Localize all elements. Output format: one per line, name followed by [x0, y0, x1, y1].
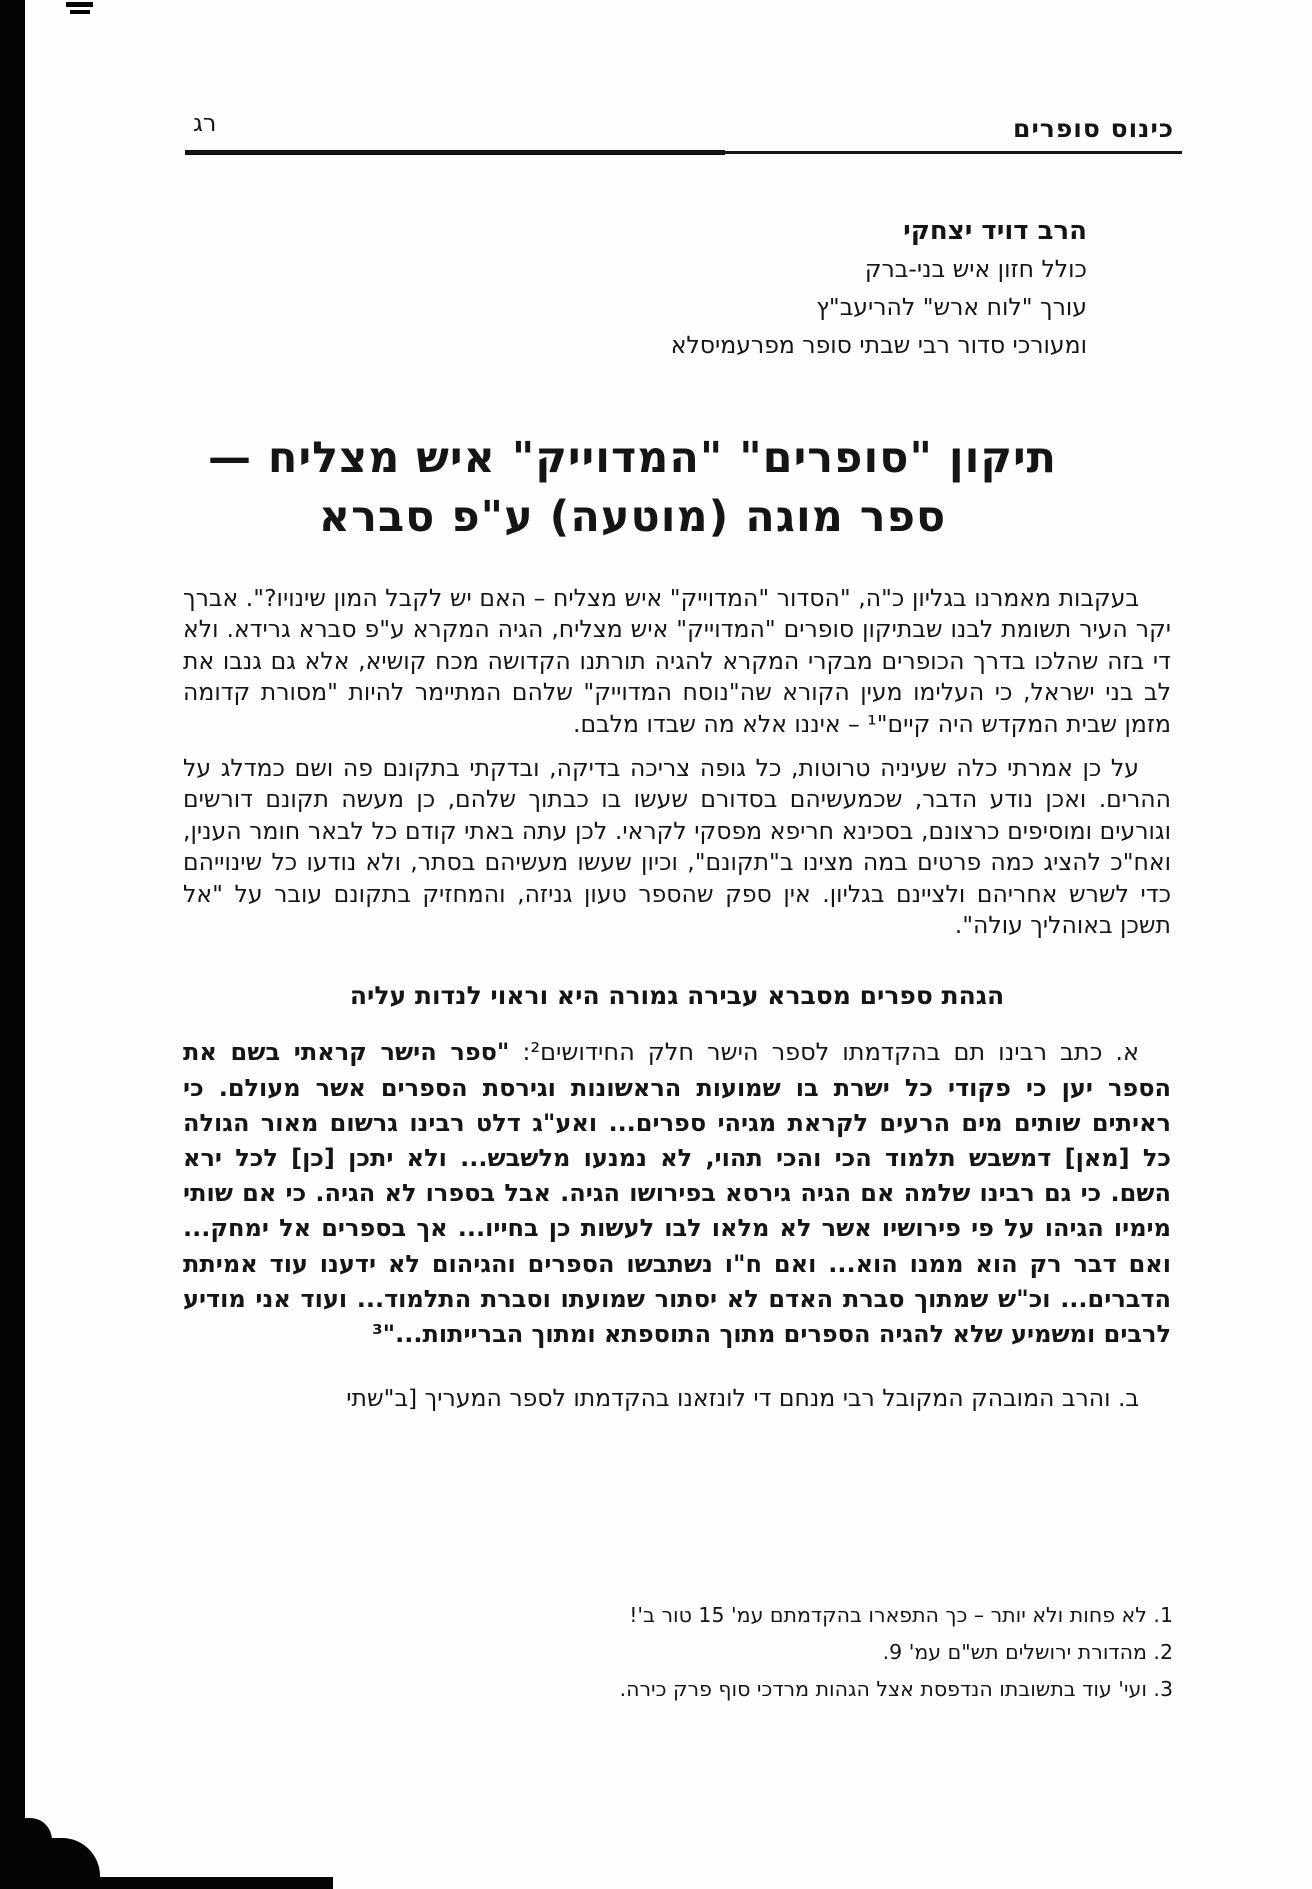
- paragraph: [183, 1035, 1171, 1352]
- author-affiliation: כולל חזון איש בני-ברק: [864, 255, 1087, 283]
- article-title: [150, 429, 1115, 547]
- footnote-3: 3. ועי' עוד בתשובתו הנדפסת אצל הגהות מרדכי סוף פרק כירה.: [619, 1677, 1173, 1701]
- paragraph: בעקבות מאמרנו בגליון כ"ה, "הסדור "המדוייק" איש מצליח – האם יש לקבל המון שינויו?". אברך יקר העיר תשומת לבנו שבתיקון סופרים "המדוייק" איש מצליח, הגיה המקרא ע"פ סברא גרידא. ולא די בזה שהלכו בדרך הכופרים מבקרי המקרא להגיה תורתנו הקדושה מכח קושיא, אלא גם גנבו את לב בני ישראל, כי העלימו מעין הקורא שה"נוסח המדוייק" שלהם המתיימר להיות "מסורת קדומה מזמן שבית המקדש היה קיים"¹ – איננו אלא מה שבדו מלבם.: [183, 584, 1171, 738]
- paragraph: ב. והרב המובהק המקובל רבי מנחם די לונזאנו בהקדמתו לספר המעריך [ב"שתי: [346, 1384, 1139, 1413]
- footnotes: [185, 1597, 1173, 1708]
- scan-artifact-left-bar: [0, 0, 25, 1889]
- scan-artifact-top-mark: [70, 10, 90, 14]
- author-block: [671, 212, 1087, 364]
- section-subheading: הגהת ספרים מסברא עבירה גמורה היא וראוי לנדות עליה: [349, 981, 1005, 1011]
- body-text: [183, 583, 1171, 1415]
- footnote-2: 2. מהדורת ירושלים תש"ם עמ' 9.: [882, 1640, 1173, 1664]
- author-name: הרב דויד יצחקי: [903, 216, 1087, 246]
- author-role: עורך "לוח ארש" להריעב"ץ: [816, 293, 1087, 321]
- footnote-1: 1. לא פחות ולא יותר – כך התפארו בהקדמתם עמ' 15 טור ב'!: [629, 1603, 1173, 1627]
- paragraph-quote-bold: "ספר הישר קראתי בשם את הספר יען כי פקודי כל ישרת בו שמועות הראשונות וגירסת הספרים אשר מעולם. כי ראיתים שותים מים הרעים לקראת מגיהי ספרים... ואע"ג דלט רבינו גרשום מאור הגולה כל [מאן] דמשבש תלמוד הכי והכי תהוי, לא נמנעו מלשבש... ולא יתכן [כן] לכל ירא השם. כי גם רבינו שלמה אם הגיה גירסא בפירושו הגיה. אבל בספרו לא הגיה. כי אם שותי מימיו הגיהו על פי פירושיו אשר לא מלאו לבו לעשות כן בחייו... אך בספרים אל ימחק... ואם דבר רק הוא ממנו הוא... ואם ח"ו נשתבשו הספרים והגיהום לא ידענו עוד אמיתת הדברים... וכ"ש שמתוך סברת האדם לא יסתור שמועתו וסברת התלמוד... ועוד אני מודיע לרבים ומשמיע שלא להגיה הספרים מתוך התוספתא ומתוך הברייתות..."³: [183, 1038, 1171, 1349]
- page-number: רג: [193, 109, 217, 137]
- author-role: ומעורכי סדור רבי שבתי סופר מפרעמיסלא: [670, 331, 1087, 359]
- header-rule: [185, 151, 1182, 154]
- scan-artifact-top-mark: [66, 2, 93, 7]
- paragraph: על כן אמרתי כלה שעיניה טרוטות, כל גופה צריכה בדיקה, ובדקתי בתקונם פה ושם כמדלג על ההרים. ואכן נודע הדבר, שכמעשיהם בסדורם שעשו בו כבתוך שלהם, כן מעשה תקונם דורשים וגורעים ומוסיפים כרצונם, בסכינא חריפא מפסקי לקראי. לכן עתה באתי קודם כל לבאר חומר הענין, ואח"כ להציג כמה פרטים במה מצינו ב"תקונם", וכיון שעשו מעשיהם בסתר, ולא נודעו כל שינוייהם כדי לשרש אחריהם ולציינם בגליון. אין ספק שהספר טעון גניזה, והמחזיק בתקונם עובר על "אל תשכן באוהליך עולה".: [183, 754, 1171, 940]
- scan-artifact-bottom-strip: [0, 1877, 333, 1889]
- article-title-line1: תיקון "סופרים" "המדוייק" איש מצליח —: [207, 433, 1058, 483]
- running-title: כינוס סופרים: [1013, 114, 1174, 143]
- article-title-line2: ספר מוגה (מוטעה) ע"פ סברא: [318, 492, 947, 542]
- paragraph-intro: א. כתב רבינו תם בהקדמתו לספר הישר חלק החידושים²:: [509, 1038, 1140, 1067]
